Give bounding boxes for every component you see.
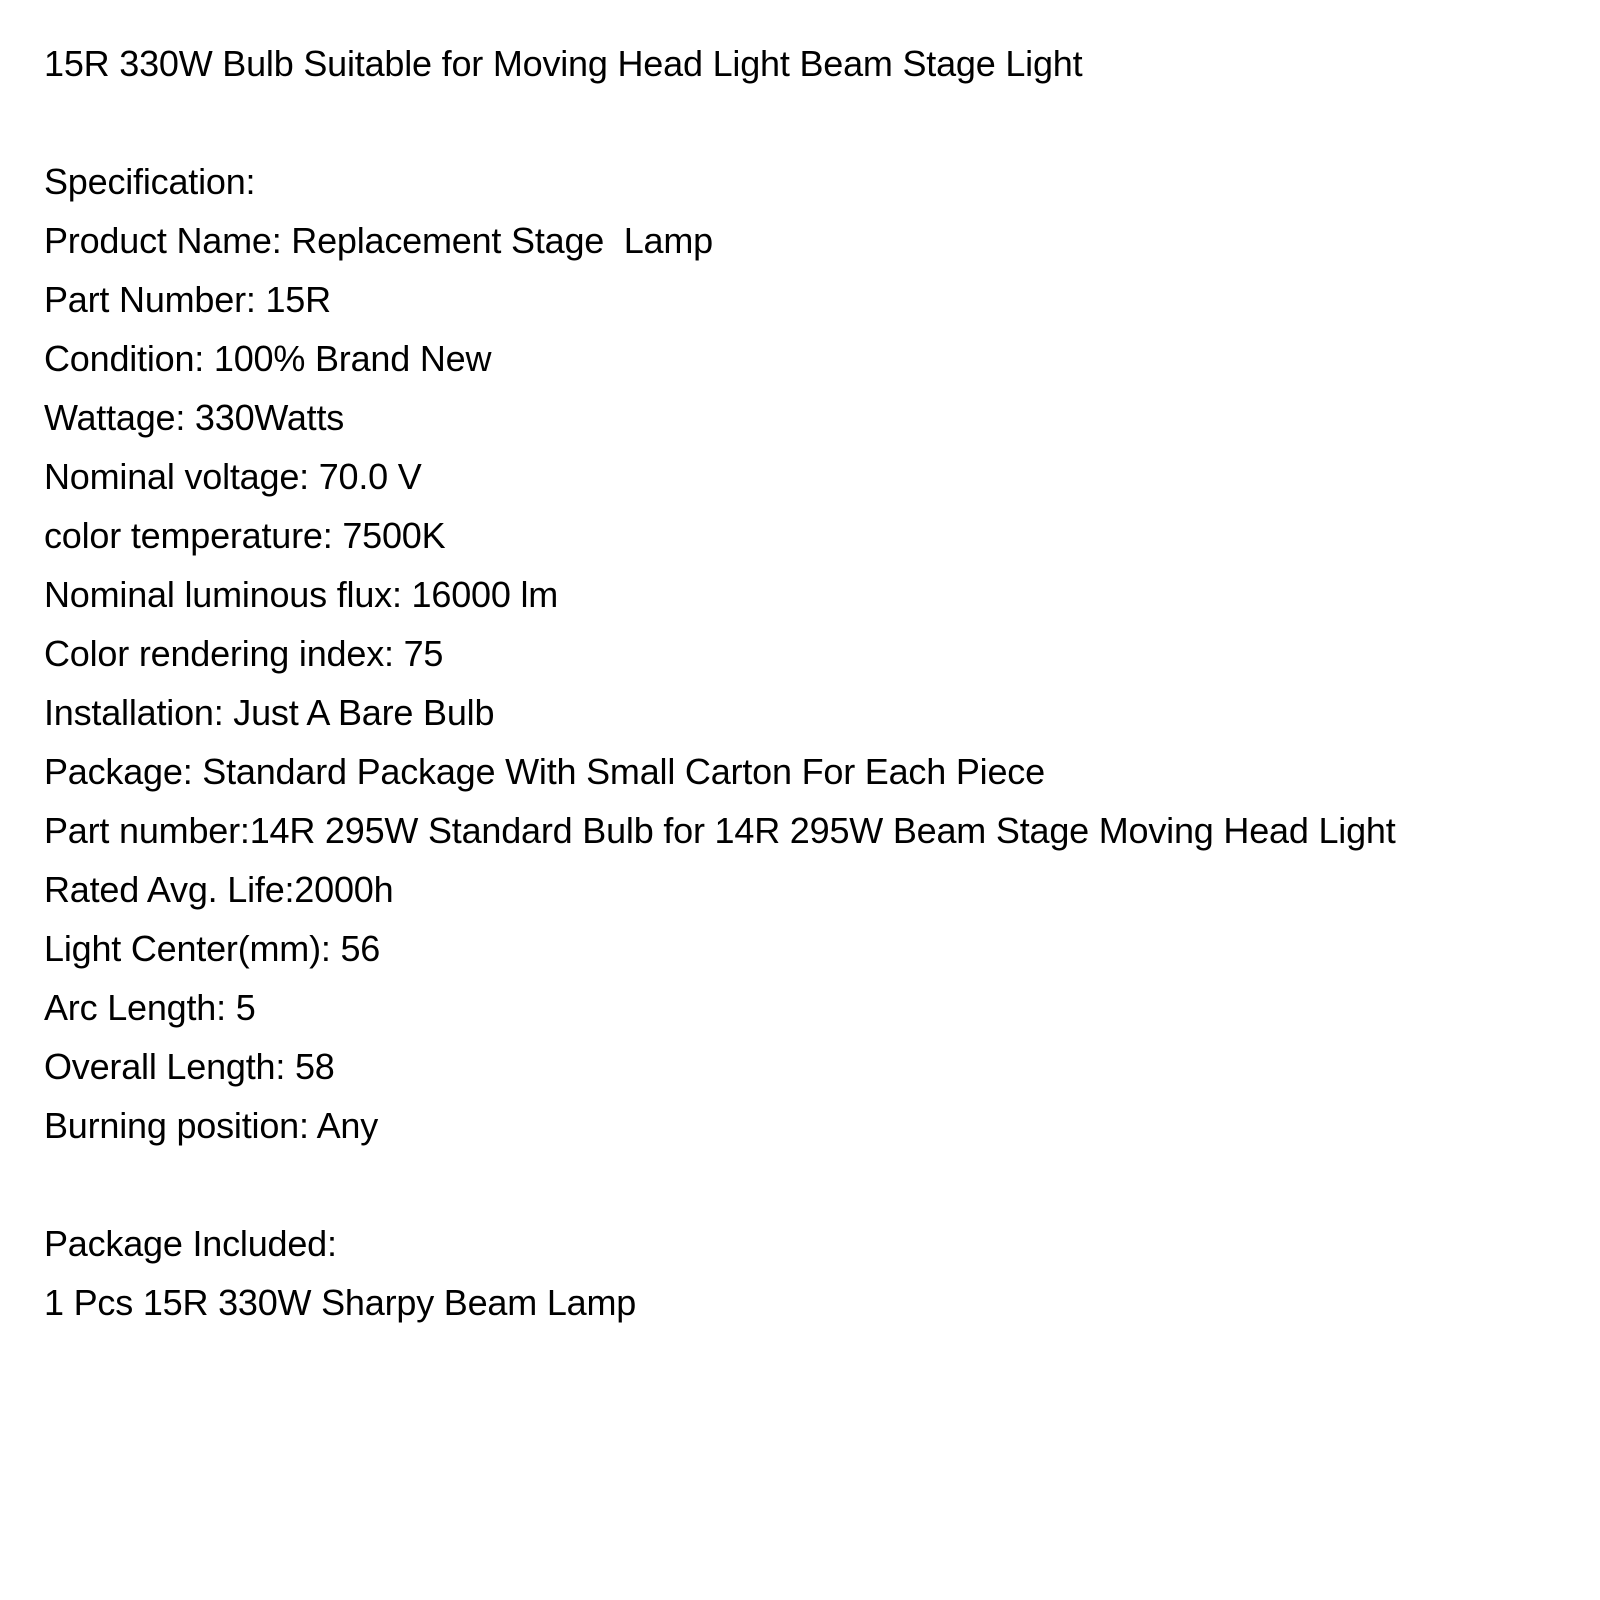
spec-package: Package: Standard Package With Small Carton For Each Piece	[44, 751, 1045, 792]
spec-light-center: Light Center(mm): 56	[44, 928, 381, 969]
package-included-heading: Package Included:	[44, 1223, 337, 1264]
spec-compatible-part: Part number:14R 295W Standard Bulb for 14R 295W Beam Stage Moving Head Light	[44, 810, 1396, 851]
spec-nominal-voltage: Nominal voltage: 70.0 V	[44, 456, 422, 497]
spec-color-temperature: color temperature: 7500K	[44, 515, 446, 556]
spec-wattage: Wattage: 330Watts	[44, 397, 345, 438]
spec-luminous-flux: Nominal luminous flux: 16000 lm	[44, 574, 559, 615]
spec-burning-position: Burning position: Any	[44, 1105, 379, 1146]
specification-heading: Specification:	[44, 161, 256, 202]
spacer	[44, 1155, 1564, 1214]
spec-overall-length: Overall Length: 58	[44, 1046, 335, 1087]
spec-installation: Installation: Just A Bare Bulb	[44, 692, 495, 733]
product-description	[44, 34, 1564, 1332]
spacer	[44, 93, 1564, 152]
spec-product-name: Product Name: Replacement Stage Lamp	[44, 220, 713, 261]
spec-rated-life: Rated Avg. Life:2000h	[44, 869, 394, 910]
spec-part-number: Part Number: 15R	[44, 279, 331, 320]
spec-arc-length: Arc Length: 5	[44, 987, 256, 1028]
package-item: 1 Pcs 15R 330W Sharpy Beam Lamp	[44, 1282, 637, 1323]
spec-color-rendering-index: Color rendering index: 75	[44, 633, 444, 674]
product-title: 15R 330W Bulb Suitable for Moving Head Light Beam Stage Light	[44, 43, 1083, 84]
spec-condition: Condition: 100% Brand New	[44, 338, 492, 379]
